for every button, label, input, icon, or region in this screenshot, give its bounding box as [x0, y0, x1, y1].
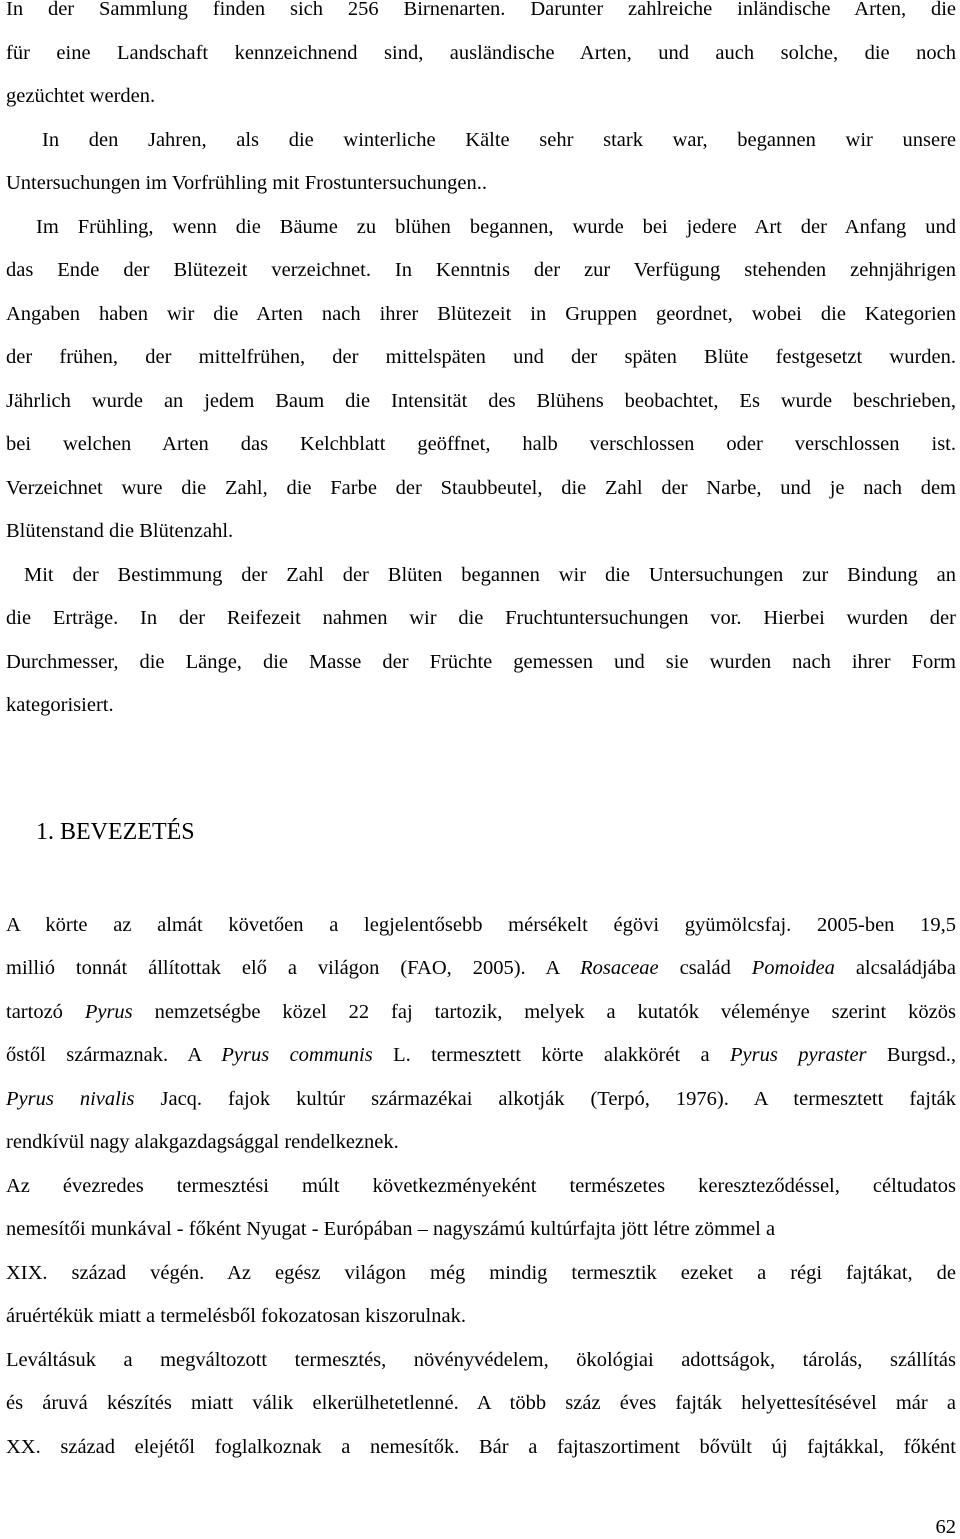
text-line: [6, 997, 956, 1027]
text-span: Jacq. fajok kultúr származékai alkotják (Terpó, 1976). A termesztett fajták: [134, 1088, 956, 1110]
text-line: das Ende der Blütezeit verzeichnet. In Kenntnis der zur Verfügung stehenden zehnjährigen: [6, 259, 956, 281]
text-span: őstől származnak. A: [6, 1044, 222, 1066]
text-line: gezüchtet werden.: [6, 85, 156, 107]
text-line: Verzeichnet wure die Zahl, die Farbe der Staubbeutel, die Zahl der Narbe, und je nach dem: [6, 477, 956, 499]
taxon-name: Rosaceae: [580, 957, 659, 979]
text-line: [6, 953, 956, 983]
text-line: Mit der Bestimmung der Zahl der Blüten begannen wir die Untersuchungen zur Bindung an: [24, 564, 956, 586]
taxon-name: Pyrus: [84, 1001, 133, 1023]
text-span: alcsaládjába: [834, 957, 956, 979]
text-line: Angaben haben wir die Arten nach ihrer Blütezeit in Gruppen geordnet, wobei die Kategorien: [6, 303, 956, 325]
text-line: Durchmesser, die Länge, die Masse der Früchte gemessen und sie wurden nach ihrer Form: [6, 651, 956, 673]
text-line: A körte az almát követően a legjelentősebb mérsékelt égövi gyümölcsfaj. 2005-ben 19,5: [6, 914, 956, 936]
text-line: áruértékük miatt a termelésből fokozatosan kiszorulnak.: [6, 1305, 466, 1327]
taxon-name: Pyrus nivalis: [6, 1088, 135, 1110]
text-line: [6, 1084, 956, 1114]
text-line: In den Jahren, als die winterliche Kälte sehr stark war, begannen wir unsere: [42, 129, 956, 151]
section-heading: 1. BEVEZETÉS: [36, 819, 195, 845]
text-line: bei welchen Arten das Kelchblatt geöffnet, halb verschlossen oder verschlossen ist.: [6, 433, 956, 455]
text-span: nemzetségbe közel 22 faj tartozik, melyek a kutatók véleménye szerint közös: [132, 1001, 956, 1023]
text-line: Leváltásuk a megváltozott termesztés, növényvédelem, ökológiai adottságok, tárolás, szállítás: [6, 1349, 956, 1371]
taxon-name: Pyrus communis: [221, 1044, 373, 1066]
text-line: XIX. század végén. Az egész világon még mindig termesztik ezeket a régi fajtákat, de: [6, 1262, 956, 1284]
text-line: Az évezredes termesztési múlt következményeként természetes kereszteződéssel, céltudatos: [6, 1175, 956, 1197]
text-line: der frühen, der mittelfrühen, der mittelspäten und der späten Blüte festgesetzt wurden.: [6, 346, 956, 368]
text-span: L. termesztett körte alakkörét a: [372, 1044, 730, 1066]
text-line: Im Frühling, wenn die Bäume zu blühen begannen, wurde bei jedere Art der Anfang und: [36, 216, 956, 238]
text-line: Jährlich wurde an jedem Baum die Intensität des Blühens beobachtet, Es wurde beschrieben,: [6, 390, 956, 412]
text-span: millió tonnát állítottak elő a világon (FAO, 2005). A: [6, 957, 581, 979]
text-line: XX. század elejétől foglalkoznak a nemesítők. Bár a fajtaszortiment bővült új fajtákkal, főként: [6, 1436, 956, 1458]
taxon-name: Pomoidea: [751, 957, 835, 979]
text-line: die Erträge. In der Reifezeit nahmen wir die Fruchtuntersuchungen vor. Hierbei wurden der: [6, 607, 956, 629]
text-line: In der Sammlung finden sich 256 Birnenarten. Darunter zahlreiche inländische Arten, die: [6, 0, 956, 20]
text-span: tartozó: [6, 1001, 85, 1023]
text-line: kategorisiert.: [6, 694, 114, 716]
taxon-name: Pyrus pyraster: [730, 1044, 867, 1066]
text-line: rendkívül nagy alakgazdagsággal rendelkeznek.: [6, 1131, 399, 1153]
text-line: és áruvá készítés miatt válik elkerülhetetlenné. A több száz éves fajták helyettesítésével már a: [6, 1392, 956, 1414]
text-span: család: [658, 957, 752, 979]
page-number: 62: [935, 1516, 956, 1538]
text-line: nemesítői munkával - főként Nyugat - Európában – nagyszámú kultúrfajta jött létre zömmel a: [6, 1218, 776, 1240]
text-line: Blütenstand die Blütenzahl.: [6, 520, 234, 542]
text-line: für eine Landschaft kennzeichnend sind, ausländische Arten, und auch solche, die noch: [6, 42, 956, 64]
text-span: Burgsd.,: [866, 1044, 957, 1066]
text-line: [6, 1040, 956, 1070]
text-line: Untersuchungen im Vorfrühling mit Frostuntersuchungen..: [6, 172, 487, 194]
